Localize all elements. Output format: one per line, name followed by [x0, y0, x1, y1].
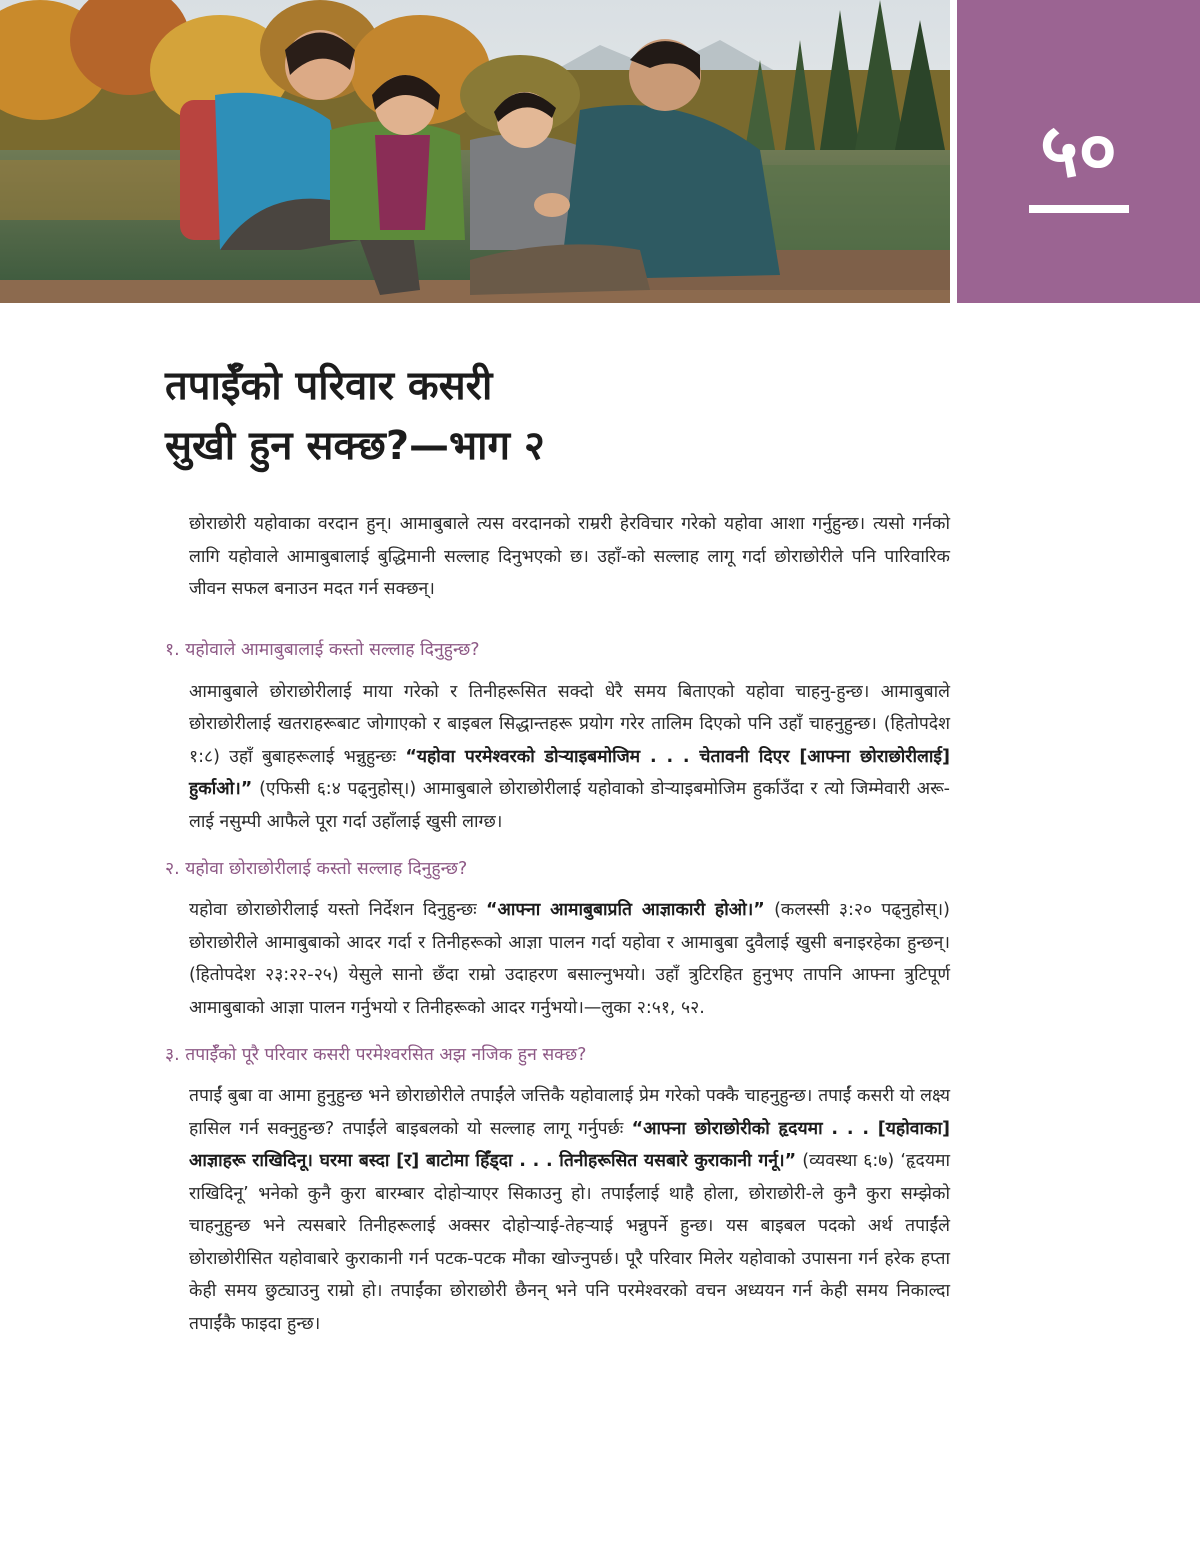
page-title-line-2: सुखी हुन सक्छ?—भाग २: [165, 423, 545, 469]
lesson-number: ५०: [1040, 108, 1117, 194]
lesson-number-badge: [957, 0, 1200, 303]
answer-1-text-start: आमाबुबाले छोराछोरीलाई माया गरेको र तिनीहरूसित सक्दो धेरै समय बिताएको यहोवा चाहनु-हुन्छ। आमाबुबाले छोराछोरीलाई खतराहरूबाट जोगाएको र बाइबल सिद्धान्तहरू प्रयोग गरेर तालिम दिएको पनि उहाँ चाहनुहुन्छ। (हितोपदेश १:८) उहाँ बुबाहरूलाई भन्नुहुन्छः: [189, 681, 950, 767]
answer-2-paragraph: [189, 894, 950, 1024]
page-title-line-1: तपाईँको परिवार कसरी: [165, 363, 493, 409]
answer-1-paragraph: [189, 676, 950, 839]
page-title: [165, 356, 965, 476]
answer-3-paragraph: [189, 1080, 950, 1340]
header-photo: [0, 0, 950, 303]
answer-3-text-start: तपाईं बुबा वा आमा हुनुहुन्छ भने छोराछोरीले तपाईंले जत्तिकै यहोवालाई प्रेम गरेको पक्कै चाहनुहुन्छ। तपाईं कसरी यो लक्ष्य हासिल गर्न सक्नुहुन्छ? तपाईंले बाइबलको यो सल्लाह लागू गर्नुपर्छः: [189, 1086, 950, 1139]
family-lake-photo: [0, 0, 950, 303]
question-1: १. यहोवाले आमाबुबालाई कस्तो सल्लाह दिनुहुन्छ?: [165, 639, 480, 660]
answer-1-scripture-quote: “यहोवा परमेश्वरको डोऱ्याइबमोजिम . . . चेतावनी दिएर [आफ्ना छोराछोरीलाई] हुर्काओ।”: [189, 746, 950, 799]
answer-2-scripture-quote: “आफ्ना आमाबुबाप्रति आज्ञाकारी होओ।”: [485, 900, 765, 920]
lesson-number-underline: [1029, 205, 1129, 213]
answer-2-text-start: यहोवा छोराछोरीलाई यस्तो निर्देशन दिनुहुन्छः: [189, 900, 486, 920]
answer-3-text-end: (व्यवस्था ६:७) ‘हृदयमा राखिदिनू’ भनेको कुनै कुरा बारम्बार दोहोऱ्याएर सिकाउनु हो। तपाईंलाई थाहै होला, छोराछोरी-ले कुनै कुरा सम्झेको चाहनुहुन्छ भने त्यसबारे तिनीहरूलाई अक्सर दोहोऱ्याई-तेहऱ्याई भन्नुपर्ने हुन्छ। यस बाइबल पदको अर्थ तपाईंले छोराछोरीसित यहोवाबारे कुराकानी गर्न पटक-पटक मौका खोज्नुपर्छ। पूरै परिवार मिलेर यहोवाको उपासना गर्न हरेक हप्ता केही समय छुट्याउनु राम्रो हो। तपाईंका छोराछोरी छैनन् भने पनि परमेश्वरको वचन अध्ययन गर्न केही समय निकाल्दा तपाईंकै फाइदा हुन्छ।: [189, 1151, 950, 1334]
answer-2-text-end: (कलस्सी ३:२० पढ्नुहोस्।) छोराछोरीले आमाबुबाको आदर गर्दा र तिनीहरूको आज्ञा पालन गर्दा यहोवा र आमाबुबा दुवैलाई खुसी बनाइरहेका हुन्छन्। (हितोपदेश २३:२२-२५) येसुले सानो छँदा राम्रो उदाहरण बसाल्नुभयो। उहाँ त्रुटिरहित हुनुभए तापनि आफ्ना त्रुटिपूर्ण आमाबुबाको आज्ञा पालन गर्नुभयो र तिनीहरूको आदर गर्नुभयो।—लुका २:५१, ५२.: [189, 900, 950, 1018]
answer-1-text-end: (एफिसी ६:४ पढ्नुहोस्।) आमाबुबाले छोराछोरीलाई यहोवाको डोऱ्याइबमोजिम हुर्काउँदा र त्यो जिम्मेवारी अरू-लाई नसुम्पी आफैले पूरा गर्दा उहाँलाई खुसी लाग्छ।: [189, 779, 950, 832]
lesson-content: [165, 508, 950, 1340]
answer-3-scripture-quote: “आफ्ना छोराछोरीको हृदयमा . . . [यहोवाका] आज्ञाहरू राखिदिनू। घरमा बस्दा [र] बाटोमा हिँड्दा . . . तिनीहरूसित यसबारे कुराकानी गर्नू।”: [189, 1118, 950, 1171]
question-3: ३. तपाईँको पूरै परिवार कसरी परमेश्वरसित अझ नजिक हुन सक्छ?: [165, 1045, 587, 1065]
intro-paragraph: छोराछोरी यहोवाका वरदान हुन्। आमाबुबाले त्यस वरदानको राम्ररी हेरविचार गरेको यहोवा आशा गर्नुहुन्छ। त्यसो गर्नको लागि यहोवाले आमाबुबालाई बुद्धिमानी सल्लाह दिनुभएको छ। उहाँ-को सल्लाह लागू गर्दा छोराछोरीले पनि पारिवारिक जीवन सफल बनाउन मदत गर्न सक्छन्।: [189, 514, 950, 599]
question-2: २. यहोवा छोराछोरीलाई कस्तो सल्लाह दिनुहुन्छ?: [165, 859, 468, 879]
